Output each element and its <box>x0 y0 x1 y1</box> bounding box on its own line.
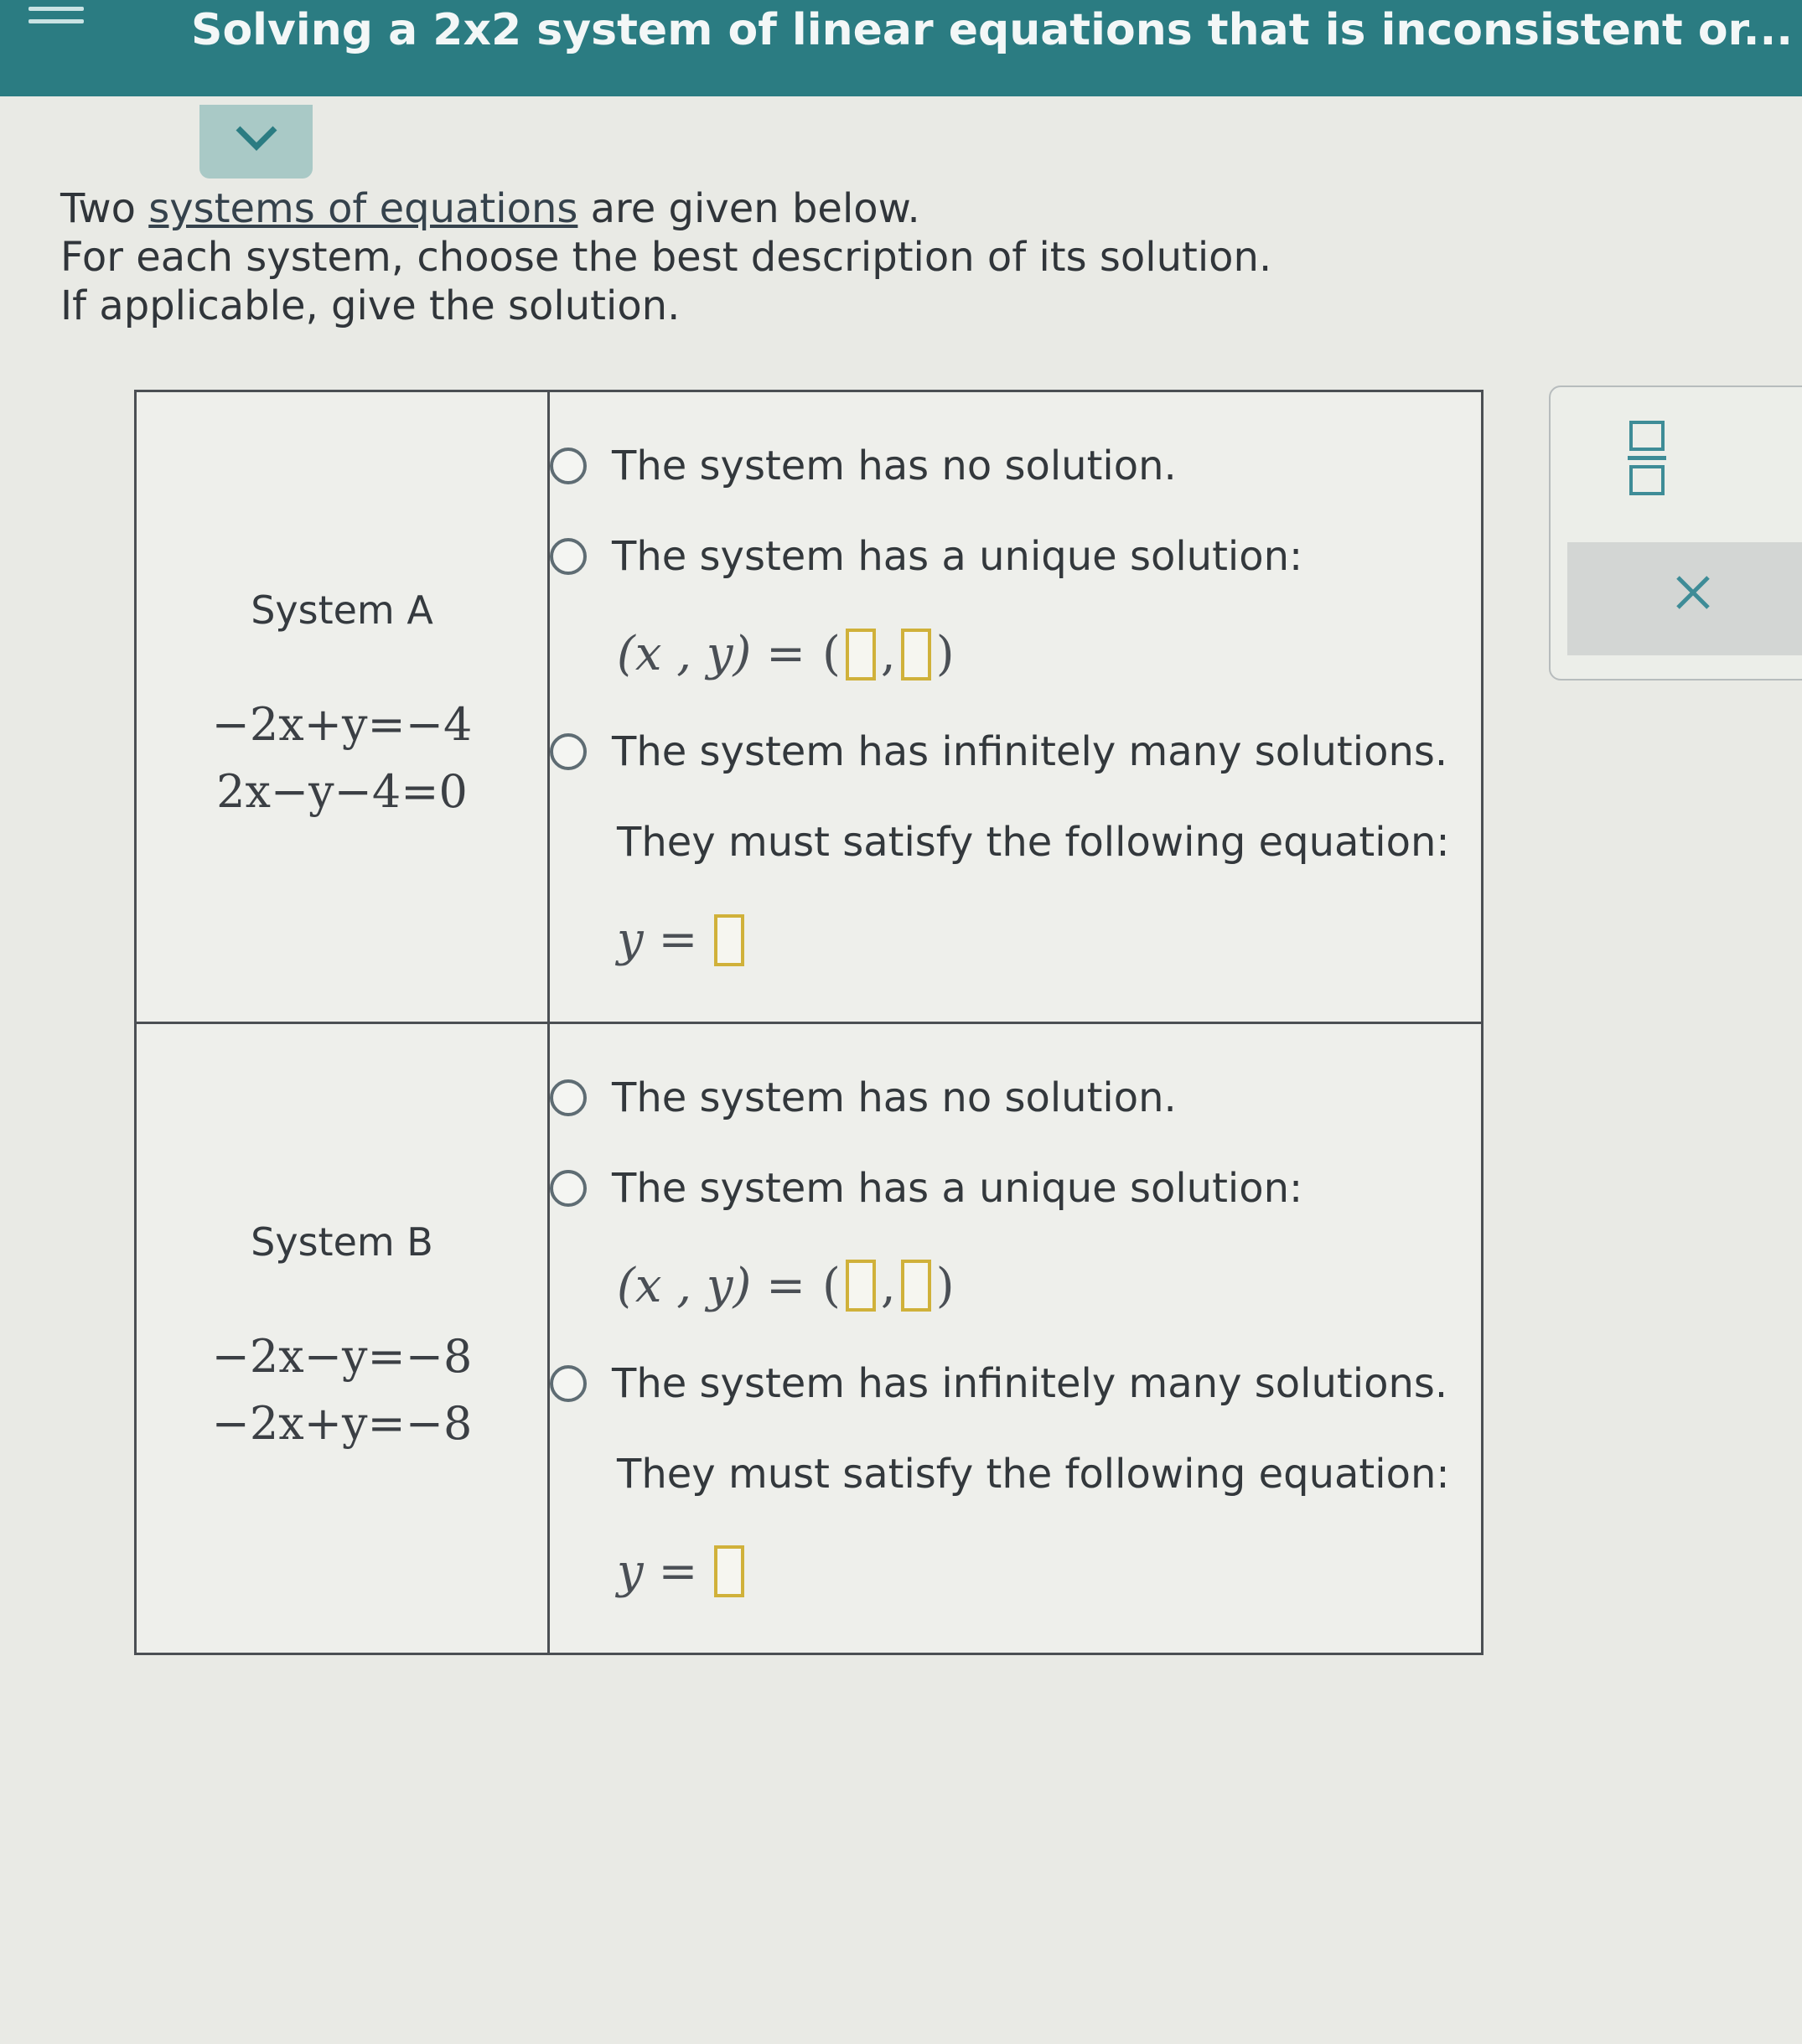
system-a-row <box>136 391 1483 1023</box>
systems-of-equations-link[interactable]: systems of equations <box>148 185 578 232</box>
radio-button[interactable] <box>550 733 587 770</box>
instruction-line-2: For each system, choose the best description of its solution. <box>60 234 1272 281</box>
y-label: y = <box>617 1544 698 1599</box>
system-b-infinite-option[interactable] <box>550 1338 1481 1429</box>
option-label: The system has no solution. <box>612 1074 1177 1121</box>
system-a-y-answer <box>550 887 1481 992</box>
close-icon <box>1675 574 1711 611</box>
fraction-icon[interactable] <box>1628 421 1666 495</box>
system-b-equation-2: −2x+y=−8 <box>211 1396 473 1450</box>
option-label: The system has a unique solution: <box>612 1164 1303 1212</box>
radio-button[interactable] <box>550 538 587 575</box>
xy-label: (x , y) = <box>617 627 806 682</box>
system-a-xy-answer: (x , y) = ( , ) <box>617 627 955 682</box>
system-a-unique-option[interactable] <box>550 511 1481 602</box>
system-a-options <box>549 391 1483 1023</box>
system-b-unique-option[interactable] <box>550 1143 1481 1234</box>
system-a-equation-2: 2x−y−4=0 <box>216 765 468 819</box>
system-b-y-answer <box>550 1519 1481 1624</box>
system-a-equation-1: −2x+y=−4 <box>211 698 473 752</box>
header-bar <box>0 0 1802 96</box>
radio-button[interactable] <box>550 1170 587 1207</box>
system-b-cell <box>136 1022 549 1654</box>
clear-button[interactable] <box>1567 542 1802 655</box>
instruction-text: Two <box>60 185 149 232</box>
chevron-down-icon <box>233 122 280 155</box>
system-b-satisfy-text: They must satisfy the following equation: <box>617 1450 1450 1498</box>
system-a-equation-input[interactable] <box>714 914 744 966</box>
xy-label: (x , y) = <box>617 1258 806 1313</box>
option-label: The system has infinitely many solutions. <box>612 728 1448 776</box>
system-a-no-solution-option[interactable] <box>550 421 1481 511</box>
menu-icon[interactable] <box>28 7 84 35</box>
page-title: Solving a 2x2 system of linear equations that is inconsistent or... <box>191 5 1794 55</box>
y-label: y = <box>617 913 698 968</box>
system-b-no-solution-option[interactable] <box>550 1053 1481 1143</box>
system-b-xy-answer: (x , y) = ( , ) <box>617 1258 955 1313</box>
system-b-equation-1: −2x−y=−8 <box>211 1329 473 1383</box>
option-label: The system has infinitely many solutions. <box>612 1359 1448 1407</box>
radio-button[interactable] <box>550 1079 587 1116</box>
systems-table <box>134 390 1484 1655</box>
radio-button[interactable] <box>550 1365 587 1402</box>
system-b-x-input[interactable] <box>846 1260 876 1312</box>
collapse-button[interactable] <box>199 105 313 179</box>
system-a-name: System A <box>251 587 433 634</box>
system-b-row <box>136 1022 1483 1654</box>
system-a-satisfy-text: They must satisfy the following equation: <box>617 819 1450 867</box>
system-b-equation-input[interactable] <box>714 1545 744 1597</box>
system-a-cell <box>136 391 549 1023</box>
option-label: The system has a unique solution: <box>612 533 1303 581</box>
system-a-y-input[interactable] <box>901 629 931 680</box>
math-toolbox <box>1549 386 1802 680</box>
radio-button[interactable] <box>550 448 587 484</box>
instruction-line-3: If applicable, give the solution. <box>60 282 681 329</box>
system-b-options <box>549 1022 1483 1654</box>
system-a-infinite-option[interactable] <box>550 706 1481 797</box>
instructions <box>60 184 1271 330</box>
system-b-y-input[interactable] <box>901 1260 931 1312</box>
system-b-name: System B <box>251 1219 433 1265</box>
instruction-text: are given below. <box>577 185 920 232</box>
option-label: The system has no solution. <box>612 442 1177 490</box>
system-a-x-input[interactable] <box>846 629 876 680</box>
